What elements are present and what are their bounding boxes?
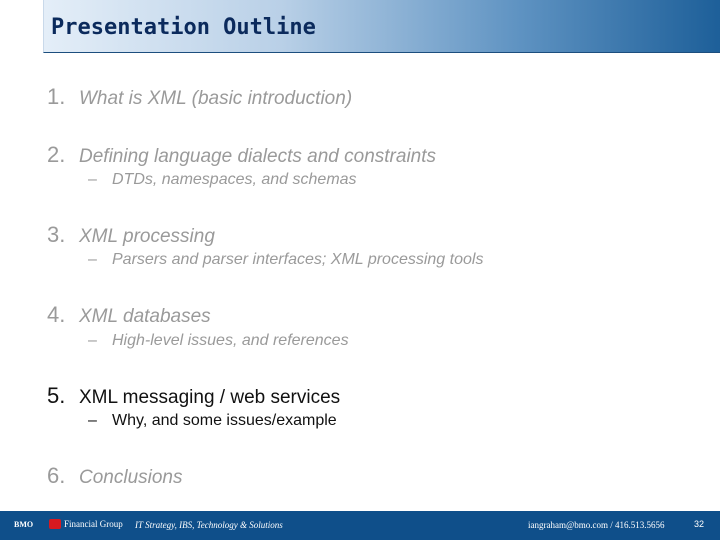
outline-number: 2. xyxy=(47,142,66,167)
financial-group-text: Financial Group xyxy=(64,519,123,529)
footer-department: IT Strategy, IBS, Technology & Solutions xyxy=(135,520,283,530)
footer-contact: iangraham@bmo.com / 416.513.5656 xyxy=(528,520,665,530)
sub-dash: – xyxy=(88,171,97,188)
outline-number: 6. xyxy=(47,463,66,488)
outline-subtext: Why, and some issues/example xyxy=(112,412,337,429)
outline-text: Defining language dialects and constraints xyxy=(79,146,437,167)
outline-item-2 xyxy=(47,142,436,168)
sub-dash: – xyxy=(88,251,97,268)
outline-subtext: DTDs, namespaces, and schemas xyxy=(112,171,357,188)
page-number: 32 xyxy=(694,519,705,529)
title-bar xyxy=(43,0,720,53)
outline-text: Conclusions xyxy=(79,467,183,488)
outline-subtext: High-level issues, and references xyxy=(112,332,349,349)
outline-text: What is XML (basic introduction) xyxy=(79,88,353,109)
outline-number: 1. xyxy=(47,84,66,109)
outline-number: 4. xyxy=(47,302,66,327)
outline-number: 5. xyxy=(47,383,66,408)
footer-bar xyxy=(0,511,720,540)
sub-dash: – xyxy=(88,412,97,429)
outline-subitem-5 xyxy=(88,412,337,430)
bmo-logo-text: BMO xyxy=(14,520,34,529)
outline-item-4 xyxy=(47,302,211,328)
outline-number: 3. xyxy=(47,222,66,247)
outline-subitem-4 xyxy=(88,332,349,350)
bmo-roundel-icon xyxy=(49,519,61,529)
outline-item-5 xyxy=(47,383,340,409)
outline-text: XML processing xyxy=(79,226,215,247)
outline-subitem-2 xyxy=(88,171,357,189)
outline-text: XML messaging / web services xyxy=(79,387,341,408)
outline-subitem-3 xyxy=(88,251,483,269)
outline-item-3 xyxy=(47,222,215,248)
outline-item-6 xyxy=(47,463,183,489)
slide-title: Presentation Outline xyxy=(51,15,316,40)
outline-item-1 xyxy=(47,84,352,110)
outline-subtext: Parsers and parser interfaces; XML processing tools xyxy=(112,251,484,268)
sub-dash: – xyxy=(88,332,97,349)
outline-text: XML databases xyxy=(79,306,211,327)
